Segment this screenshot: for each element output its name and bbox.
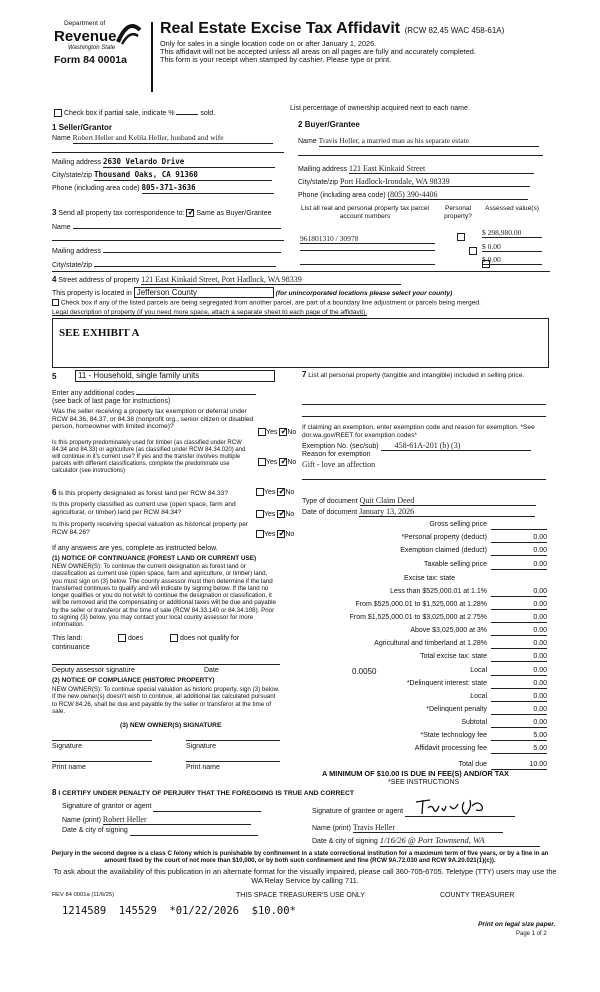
tax-line-label: *State technology fee (420, 732, 487, 739)
additional-codes-row (52, 390, 256, 398)
grantor-sig-row (62, 803, 261, 812)
buyer-city-field[interactable]: Port Hadlock-Irondale, WA 98339 (340, 177, 530, 187)
grantor-name-field[interactable]: Robert Heller (103, 815, 251, 825)
perjury-notice: Perjury in the second degree is a class C felony which is punishable by confinement in a state correctional institution for a maximum term of five years, or by a fine in an amount fixed by the court of not more than $10,000, or by both such confinement and fine (RCW 9A.72.030 and RCW 9A.20.021(1)(c)). (51, 850, 549, 865)
see-instructions-note: *SEE INSTRUCTIONS (388, 779, 460, 786)
section3-city-row (52, 262, 276, 270)
new-owner-signature-line[interactable] (186, 740, 280, 741)
s6q2-yes-label: Yes (264, 510, 276, 518)
partial-sale-percent-field[interactable] (176, 114, 198, 115)
seller-city-row (52, 171, 272, 181)
deputy-date-label: Date (204, 667, 219, 674)
if-yes-note: If any answers are yes, complete as instructed below. (52, 545, 218, 552)
legal-paper-note: Print on legal size paper. (478, 921, 556, 928)
same-as-buyer-checkbox[interactable] (186, 209, 194, 217)
page-number: Page 1 of 2 (516, 931, 547, 937)
assessed-value-field[interactable]: $ 298,980.00 (482, 228, 542, 238)
county-treasurer-label: COUNTY TREASURER (440, 892, 515, 899)
print-name-label: Print name (186, 764, 220, 771)
tax-line-value[interactable] (491, 521, 547, 530)
tax-line-label: Less than $525,000.01 at 1.1% (390, 588, 487, 595)
parcel-row (300, 228, 435, 246)
certify-row (52, 788, 354, 798)
tax-line-label: Exemption claimed (deduct) (400, 547, 487, 554)
historic-question: Is this property receiving special valuation as historical property per RCW 84.26? (52, 521, 249, 536)
personal-property-checkbox[interactable] (457, 233, 465, 241)
legal-description-label: Legal description of property (if you need more space, attach a separate sheet to each page of the affidavit). (52, 309, 368, 316)
section3-mailing-label: Mailing address (52, 248, 102, 255)
partial-sale-label: Check box if partial sale, indicate % (63, 109, 175, 117)
tax-line-label: *Personal property (deduct) (401, 534, 487, 541)
parcel-number-field[interactable]: 961801310 / 30978 (300, 234, 435, 244)
grantee-date-row (312, 836, 540, 847)
seller-phone-field[interactable]: 805-371-3636 (142, 184, 274, 194)
county-row (52, 287, 452, 298)
logo-dept: Department of (64, 20, 106, 27)
buyer-num: 2 (298, 120, 303, 129)
tax-line-value[interactable]: 0.00 (491, 693, 547, 702)
treasurer-stamp: 1214589 145529 *01/22/2026 $10.00* (62, 905, 296, 917)
tax-line-value[interactable]: 0.00 (491, 680, 547, 689)
new-owner-signature-heading: (3) NEW OWNER(S) SIGNATURE (120, 722, 222, 729)
additional-codes-label: Enter any additional codes (52, 390, 135, 397)
tax-line-label: Local (470, 667, 487, 674)
grantee-name-field[interactable]: Travis Heller (353, 823, 503, 833)
s6q1-no-checkbox[interactable] (277, 488, 285, 496)
tax-line-label: *Delinquent penalty (426, 706, 487, 713)
s6q1-yes-label: Yes (264, 488, 276, 496)
print-name-line[interactable] (52, 761, 152, 762)
grantee-name-label: Name (print) (312, 825, 351, 832)
does-not-checkbox[interactable] (170, 634, 178, 642)
grantor-name-label: Name (print) (62, 817, 101, 824)
section3-name-line2 (52, 240, 284, 241)
buyer-name-row (298, 137, 539, 147)
q1-yes-label: Yes (266, 428, 278, 436)
tax-line-label: Above $3,025,000 at 3% (410, 627, 487, 634)
tax-line-label: Affidavit processing fee (414, 745, 487, 752)
notice1-title: (1) NOTICE OF CONTINUANCE (FOREST LAND OR CURRENT USE) (52, 555, 257, 562)
exemption-no-row (302, 441, 531, 451)
notice2-title: (2) NOTICE OF COMPLIANCE (HISTORIC PROPERTY) (52, 677, 215, 684)
tax-line-value[interactable]: 0.00 (491, 640, 547, 649)
doc-date-label: Date of document (302, 509, 358, 516)
seller-name-label: Name (52, 135, 71, 142)
seller-name-row (52, 134, 284, 144)
revision-label: REV 84 0001a (11/6/25) (52, 892, 115, 898)
tax-line-value[interactable]: 0.00 (491, 706, 547, 715)
tax-line-value[interactable]: 5.00 (491, 745, 547, 754)
land-use-code-select[interactable]: 11 - Household, single family units (75, 370, 275, 382)
tax-line-label: Subtotal (461, 719, 487, 726)
tax-line-label: Local (470, 693, 487, 700)
buyer-city-label: City/state/zip (298, 179, 339, 186)
partial-sale-checkbox[interactable] (54, 109, 62, 117)
parcels-col2-header: Personal property? (444, 205, 472, 220)
tax-line-value[interactable]: 5.00 (491, 732, 547, 741)
tax-line-value[interactable]: 0.00 (491, 601, 547, 610)
partial-sale-sold: sold. (200, 109, 216, 117)
seller-phone-label: Phone (including area code) (52, 185, 140, 192)
s6q3-no-label: No (285, 530, 295, 538)
form-number: Form 84 0001a (54, 54, 127, 66)
grantor-signature-label: Signature of grantor or agent (62, 803, 152, 810)
buyer-mailing-field[interactable]: 121 East Kinkaid Street (349, 164, 534, 174)
s6q3-yes-label: Yes (264, 530, 276, 538)
personal-property-line[interactable] (302, 416, 546, 417)
street-address-label: Street address of property (58, 277, 140, 284)
q1-no-checkbox[interactable] (279, 428, 287, 436)
signature-label: Signature (186, 743, 216, 750)
reason-field[interactable]: Gift - love an affection (302, 460, 376, 469)
grantor-signature-field[interactable] (153, 803, 261, 812)
legal-description-text: SEE EXHIBIT A (59, 327, 140, 339)
section3-mailing-row (52, 248, 281, 256)
does-not-label: does not qualify for (179, 634, 240, 642)
timber-question: Is this property predominately used for timber (as classified under RCW 84.34 and 84.33) or agriculture (as classified under RCW 84.34.020) and will continue in it's current use? If yes and the transfer involves multiple parcels with different classifications, complete the predominate use calculator (see instructions) (52, 440, 246, 475)
reason-line (302, 479, 546, 480)
does-label: does (127, 634, 144, 642)
seller-city-label: City/state/zip (52, 172, 93, 179)
section3-name-row (52, 224, 281, 232)
street-address-field[interactable]: 121 East Kinkaid Street, Port Hadlock, WA 98339 (141, 275, 401, 285)
notice1-text: NEW OWNER(S): To continue the current designation as forest land or classification as current use (open space, farm and agriculture, or timber) land, you must sign on (3) below. The county assessor must then determine if the land transferred continues to qualify and will indicate by signing below. If the land no longer qualifies or you do not wish to continue the designation or classification, it will be removed and the compensating or additional taxes will be due and payable by the seller or transferor at the time of sale (RCW 84.33.140 or 84.34.108). Prior to signing (3) below, you may contact your local county assessor for more information. (52, 563, 276, 628)
print-name-label: Print name (52, 764, 86, 771)
assessed-value-field[interactable]: $ 0.00 (482, 242, 542, 252)
section3-label: Send all property tax correspondence to: (58, 210, 185, 217)
doc-type-field[interactable]: Quit Claim Deed (360, 496, 536, 506)
section3-mailing-field[interactable] (103, 252, 281, 253)
s6q1-answers (256, 488, 294, 497)
logo-swoosh-icon (114, 22, 142, 46)
q2-no-label: No (287, 458, 297, 466)
s6q3-yes-checkbox[interactable] (256, 530, 264, 538)
new-owner-signature-line[interactable] (52, 740, 152, 741)
partial-sale-row (54, 109, 215, 118)
treasurer-use-label: THIS SPACE TREASURER'S USE ONLY (236, 892, 365, 899)
s6q3-answers (256, 530, 294, 539)
tax-line-value[interactable]: 10.00 (491, 761, 547, 770)
tax-line-value[interactable]: 0.00 (491, 627, 547, 636)
deputy-signature-label: Deputy assessor signature (52, 667, 135, 674)
section4-divider (52, 271, 550, 272)
segregated-label: Check box if any of the listed parcels are being segregated from another parcel, are part of a boundary line adjustment or parcels being merged. (60, 299, 481, 307)
buyer-phone-row (298, 190, 528, 200)
doc-date-field[interactable]: January 13, 2026 (359, 507, 535, 517)
forest-question-text: Is this property designated as forest land per RCW 84.33? (58, 490, 228, 497)
seller-heading (52, 123, 112, 132)
section3-row (52, 208, 271, 218)
seller-num: 1 (52, 123, 57, 132)
buyer-name-field[interactable]: Travis Heller, a married man as his separate estate (319, 137, 539, 147)
grantee-name-row (312, 823, 503, 833)
q1-no-label: No (287, 428, 297, 436)
tax-line-label: Agricultural and timberland at 1.28% (374, 640, 487, 647)
print-name-line[interactable] (186, 761, 280, 762)
form-statute: (RCW 82.45 WAC 458-61A) (404, 26, 505, 35)
tax-line-value[interactable]: 0.00 (491, 534, 547, 543)
tax-line-value[interactable]: 0.00 (491, 547, 547, 556)
legal-description-box[interactable] (52, 318, 549, 368)
assessed-value-field[interactable]: $ 0.00 (482, 255, 542, 265)
street-address-row (52, 275, 401, 285)
buyer-name-line2 (298, 155, 543, 156)
q2-no-checkbox[interactable] (279, 458, 287, 466)
doc-type-label: Type of document (302, 498, 358, 505)
seller-mailing-label: Mailing address (52, 159, 102, 166)
tax-line-label: Total excise tax: state (420, 653, 487, 660)
s6q1-yes-checkbox[interactable] (256, 488, 264, 496)
section6-num: 6 (52, 488, 57, 497)
personal-property-line[interactable] (302, 404, 546, 405)
logo-revenue: Revenue (54, 28, 117, 45)
tax-line-label: Taxable selling price (423, 561, 487, 568)
doc-type-row (302, 496, 536, 506)
seller-name-line2 (52, 152, 284, 153)
grantee-date-label: Date & city of signing (312, 838, 378, 845)
logo-state: Washington State (68, 45, 116, 51)
section3-name-label: Name (52, 224, 71, 231)
segregated-checkbox[interactable] (52, 299, 59, 306)
buyer-name-label: Name (298, 138, 317, 145)
current-use-question: Is this property classified as current use (open space, farm and agricultural, or timber) land per RCW 84.34? (52, 501, 236, 516)
s6q1-no-label: No (285, 488, 295, 496)
exemption-no-label: Exemption No. (sec/sub) (302, 443, 379, 450)
tax-line-label: Excise tax: state (404, 575, 455, 582)
grantee-signature-label: Signature of grantee or agent (312, 808, 404, 815)
tax-line-value[interactable]: 0.00 (491, 561, 547, 570)
county-select[interactable]: Jefferson County (134, 287, 274, 298)
buyer-heading-text: Buyer/Grantee (304, 120, 360, 129)
section3-city-field[interactable] (94, 266, 276, 267)
s6q3-no-checkbox[interactable] (277, 530, 285, 538)
section5-num: 5 (52, 372, 57, 381)
grantee-handwritten-signature (412, 796, 492, 818)
buyer-heading (298, 120, 360, 129)
tax-line-label: Total due (458, 761, 487, 768)
form-title: Real Estate Excise Tax Affidavit (160, 20, 401, 37)
grantor-date-row (62, 827, 258, 836)
s6q2-no-checkbox[interactable] (277, 510, 285, 518)
parcel-number-field[interactable] (300, 250, 435, 251)
notice2-text: NEW OWNER(S): To continue special valuation as historic property, sign (3) below. If the new owner(s) doesn't wish to continue, all additional tax calculated pursuant to RCW 84.26, shall be due and payable by the seller or transferor at the time of sale. (52, 686, 280, 715)
does-checkbox[interactable] (118, 634, 126, 642)
exemption-instructions: If claiming an exemption, enter exemption code and reason for exemption. *See dor.wa.gov/REET for exemption codes* (302, 424, 535, 439)
section7-row (302, 370, 547, 380)
tax-line-value[interactable]: 0.00 (491, 588, 547, 597)
seller-name-field[interactable]: Robert Heller and Kelila Heller, husband and wife (73, 134, 273, 144)
doc-date-row (302, 507, 535, 517)
section3-num: 3 (52, 208, 57, 217)
s6q2-no-label: No (285, 510, 295, 518)
tax-line-value[interactable]: 0.00 (491, 614, 547, 623)
tax-line-label: From $1,525,000.01 to $3,025,000 at 2.75% (349, 614, 487, 621)
seller-city-field[interactable]: Thousand Oaks, CA 91360 (94, 171, 272, 181)
parcels-col1-header: List all real and personal property tax parcel account numbers (301, 205, 429, 220)
buyer-phone-label: Phone (including area code) (298, 192, 386, 199)
certify-label: I CERTIFY UNDER PENALTY OF PERJURY THAT THE FOREGOING IS TRUE AND CORRECT (58, 790, 355, 797)
pct-ownership-note: List percentage of ownership acquired next to each name. (290, 105, 470, 112)
grantor-name-row (62, 815, 251, 825)
s6q2-yes-checkbox[interactable] (256, 510, 264, 518)
continuance-label: continuance (52, 644, 90, 651)
deputy-signature-line[interactable] (52, 664, 280, 665)
tax-line-label: *Delinquent interest: state (406, 680, 487, 687)
this-land-label: This land: (52, 635, 83, 642)
section3-city-label: City/state/zip (52, 262, 93, 269)
forest-question (52, 488, 258, 498)
section4-num: 4 (52, 275, 57, 284)
section7-label: List all personal property (tangible and intangible) included in selling price. (308, 372, 525, 379)
exemption-question: Was the seller receiving a property tax exemption or deferral under RCW 84.36, 84.37, or 84.38 (nonprofit org., senior citizen or disabled person, homeowner with limited income)? (52, 408, 254, 431)
q2-yes-label: Yes (266, 458, 278, 466)
tax-line-value[interactable]: 0.00 (491, 653, 547, 662)
personal-property-checkbox[interactable] (469, 247, 477, 255)
q2-yes-checkbox[interactable] (258, 458, 266, 466)
buyer-mailing-label: Mailing address (298, 166, 348, 173)
does-not-row (170, 634, 239, 643)
section3-name-field[interactable] (73, 228, 281, 229)
subtitle-3: This form is your receipt when stamped by cashier. Please type or print. (160, 55, 392, 64)
form-title-row (160, 20, 504, 38)
buyer-city-row (298, 177, 530, 187)
tax-line-label: From $525,000.01 to $1,525,000 at 1.28% (355, 601, 487, 608)
local-rate: 0.0050 (352, 667, 377, 676)
grantor-date-field[interactable] (130, 827, 258, 836)
county-label: This property is located in (52, 290, 132, 297)
grantor-date-label: Date & city of signing (62, 827, 128, 834)
tax-line-label: Gross selling price (429, 521, 487, 528)
q1-answers (258, 428, 296, 437)
s6q2-answers (256, 510, 294, 519)
additional-codes-field[interactable] (136, 394, 256, 395)
parcel-number-field[interactable] (300, 264, 435, 265)
subtitle-2: This affidavit will not be accepted unless all areas on all pages are fully and accurately completed. (160, 47, 476, 56)
section8-num: 8 (52, 788, 57, 797)
seller-mailing-row (52, 158, 275, 168)
buyer-phone-field[interactable]: (805) 390-4406 (388, 190, 528, 200)
signature-label: Signature (52, 743, 82, 750)
does-row (118, 634, 143, 643)
alternate-format-notice: To ask about the availability of this publication in an alternate format for the visually impaired, please call 360-705-6705. Teletype (TTY) users may use the WA Relay Service by calling 711. (53, 867, 557, 885)
subtitle-1: Only for sales in a single location code on or after January 1, 2026. (160, 39, 377, 48)
q2-answers (258, 458, 296, 467)
header-divider (151, 22, 153, 92)
reason-label: Reason for exemption (302, 451, 371, 458)
dor-logo (54, 20, 146, 70)
minimum-due-note: A MINIMUM OF $10.00 IS DUE IN FEE(S) AND/OR TAX (322, 769, 509, 778)
see-back-note: (see back of last page for instructions) (52, 398, 171, 405)
parcels-col3-header: Assessed value(s) (485, 205, 539, 212)
seller-heading-text: Seller/Grantor (58, 123, 113, 132)
tax-line-value[interactable]: 0.00 (491, 719, 547, 728)
buyer-mailing-row (298, 164, 534, 174)
q1-yes-checkbox[interactable] (258, 428, 266, 436)
same-as-buyer-label: Same as Buyer/Grantee (196, 210, 272, 217)
section7-num: 7 (302, 370, 307, 379)
seller-phone-row (52, 184, 274, 194)
segregated-row (52, 299, 481, 307)
exemption-no-field[interactable]: 458-61A-201 (b) (3) (381, 441, 531, 451)
tax-line-value[interactable]: 0.00 (491, 667, 547, 676)
grantee-date-field[interactable]: 1/16/26 @ Port Townsend, WA (380, 836, 540, 847)
county-note: (for unincorporated locations please select your county) (275, 290, 453, 297)
seller-mailing-field[interactable]: 2630 Velardo Drive (103, 158, 275, 168)
